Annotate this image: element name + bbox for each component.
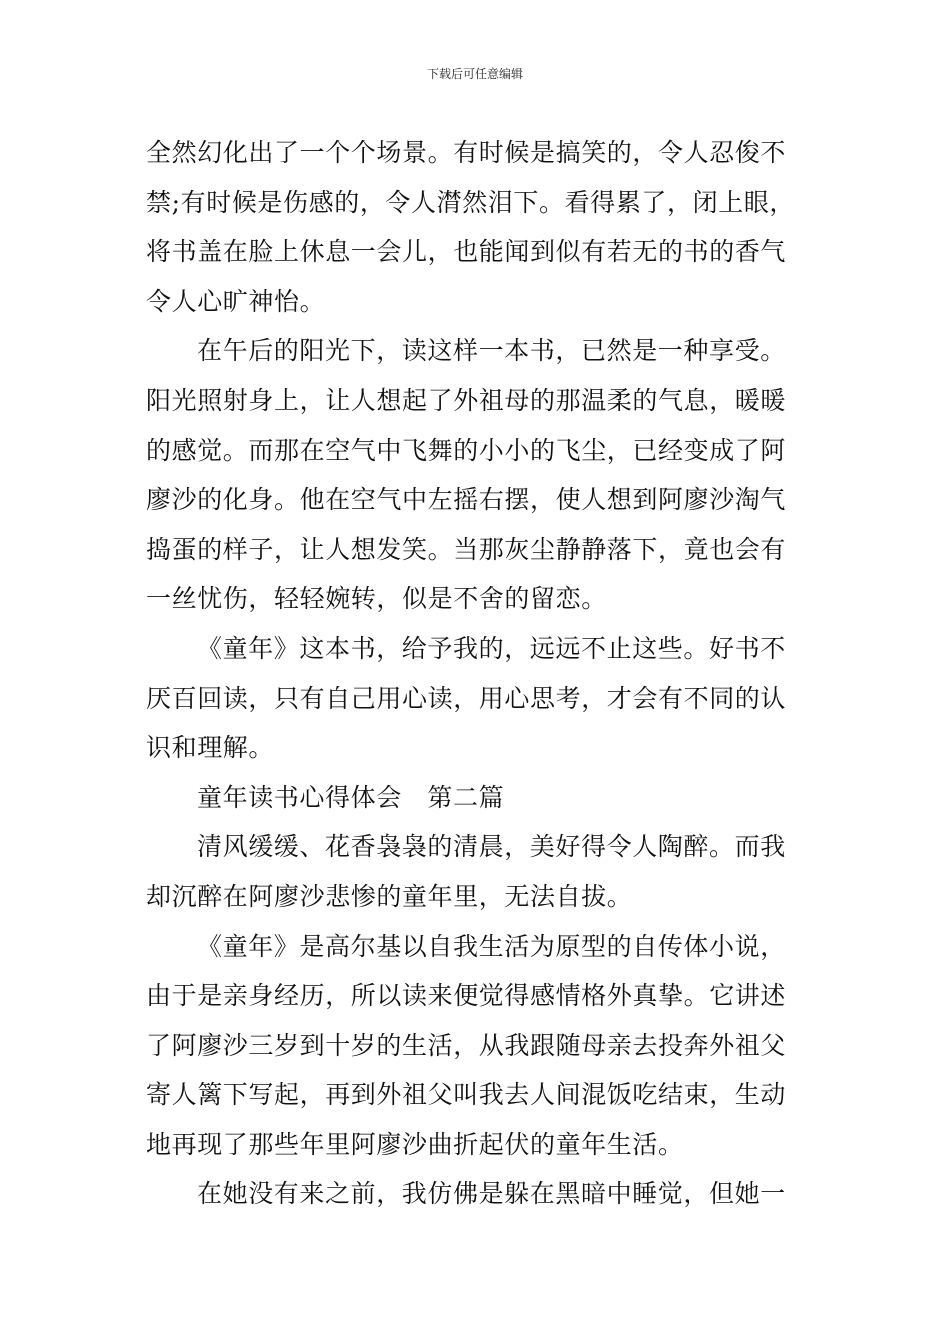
text-line: 寄人篱下写起，再到外祖父叫我去人间混饭吃结束，生动 xyxy=(146,1080,787,1110)
text-line: 在午后的阳光下，读这样一本书，已然是一种享受。 xyxy=(197,336,786,366)
text-line: 廖沙的化身。他在空气中左摇右摆，使人想到阿廖沙淘气 xyxy=(146,485,787,515)
text-line: 令人心旷神怡。 xyxy=(146,286,326,316)
text-line: 却沉醉在阿廖沙悲惨的童年里，无法自拔。 xyxy=(146,881,633,911)
text-line: 地再现了那些年里阿廖沙曲折起伏的童年生活。 xyxy=(146,1129,684,1159)
text-line: 将书盖在脸上休息一会儿，也能闻到似有若无的书的香气 xyxy=(146,237,787,267)
text-line: 由于是亲身经历，所以读来便觉得感情格外真挚。它讲述 xyxy=(146,981,787,1011)
text-line: 禁;有时候是伤感的，令人潸然泪下。看得累了，闭上眼， xyxy=(146,187,796,217)
text-line: 《童年》是高尔基以自我生活为原型的自传体小说， xyxy=(197,931,786,961)
text-line: 清风缓缓、花香袅袅的清晨，美好得令人陶醉。而我 xyxy=(197,832,786,862)
text-line: 捣蛋的样子，让人想发笑。当那灰尘静静落下，竟也会有 xyxy=(146,534,787,564)
text-line: 一丝忧伤，轻轻婉转，似是不舍的留恋。 xyxy=(146,584,607,614)
text-line: 阳光照射身上，让人想起了外祖母的那温柔的气息，暖暖 xyxy=(146,385,787,415)
page-header-note: 下载后可任意编辑 xyxy=(426,67,523,81)
text-line: 厌百回读，只有自己用心读，用心思考，才会有不同的认 xyxy=(146,683,787,713)
text-line: 的感觉。而那在空气中飞舞的小小的飞尘，已经变成了阿 xyxy=(146,435,787,465)
text-line: 识和理解。 xyxy=(146,733,275,763)
text-line: 了阿廖沙三岁到十岁的生活，从我跟随母亲去投奔外祖父 xyxy=(146,1030,787,1060)
section-heading: 童年读书心得体会 第二篇 xyxy=(197,782,505,812)
document-body xyxy=(146,128,806,1219)
text-line: 《童年》这本书，给予我的，远远不止这些。好书不 xyxy=(197,633,786,663)
text-line: 在她没有来之前，我仿佛是躲在黑暗中睡觉，但她一 xyxy=(197,1179,786,1209)
text-line: 全然幻化出了一个个场景。有时候是搞笑的，令人忍俊不 xyxy=(146,138,787,167)
